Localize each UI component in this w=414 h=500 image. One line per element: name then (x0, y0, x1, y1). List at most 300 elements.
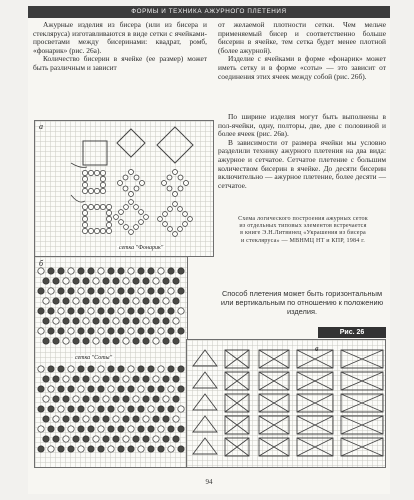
bead (148, 268, 154, 274)
bead (78, 328, 84, 334)
bead (43, 396, 49, 402)
bead (178, 268, 184, 274)
bead (178, 426, 184, 432)
bead (108, 328, 114, 334)
bead (153, 318, 159, 324)
thread-line (71, 195, 85, 202)
bead (103, 396, 109, 402)
bead (168, 366, 174, 372)
bead (188, 217, 193, 222)
bead (38, 426, 44, 432)
bead (73, 318, 79, 324)
bead (148, 328, 154, 334)
bead (123, 298, 129, 304)
bead (168, 406, 174, 412)
bead (168, 328, 174, 334)
bead (163, 396, 169, 402)
bead (108, 288, 114, 294)
bead (53, 278, 59, 284)
bead (103, 376, 109, 382)
bead (138, 366, 144, 372)
bead (178, 366, 184, 372)
bead (38, 446, 44, 452)
bead (106, 210, 111, 215)
bead (48, 268, 54, 274)
bead (68, 366, 74, 372)
bead (78, 406, 84, 412)
bead (73, 298, 79, 304)
bead (100, 170, 105, 175)
bead (63, 278, 69, 284)
bead (128, 426, 134, 432)
bead (153, 278, 159, 284)
bead (173, 376, 179, 382)
bead-cell-diagrams (35, 121, 213, 256)
bead (103, 318, 109, 324)
running-header: ФОРМЫ И ТЕХНИКА АЖУРНОГО ПЛЕТЕНИЯ (28, 6, 390, 18)
bead (163, 416, 169, 422)
bead (183, 212, 188, 217)
bead (168, 386, 174, 392)
bead (53, 318, 59, 324)
bead (83, 298, 89, 304)
bead (73, 396, 79, 402)
bead (138, 308, 144, 314)
bead (98, 386, 104, 392)
bead (158, 406, 164, 412)
bead (143, 396, 149, 402)
bead (98, 288, 104, 294)
x-cell (259, 372, 289, 390)
bead (38, 268, 44, 274)
triangle-cell (193, 394, 217, 410)
bead (82, 182, 87, 187)
bead (153, 298, 159, 304)
bead (93, 436, 99, 442)
bead (173, 170, 178, 175)
bead (93, 338, 99, 344)
bead (108, 426, 114, 432)
bead (163, 338, 169, 344)
bead (162, 181, 167, 186)
bead (53, 298, 59, 304)
bead (133, 318, 139, 324)
triangle-cell (193, 372, 217, 388)
bead (123, 376, 129, 382)
bead (118, 328, 124, 334)
bead (98, 406, 104, 412)
panel-letter-c: в (315, 344, 319, 353)
bead (48, 288, 54, 294)
bead (158, 328, 164, 334)
bead (53, 416, 59, 422)
figure-panel-c (186, 339, 386, 468)
bead (123, 338, 129, 344)
bead (88, 366, 94, 372)
bead (103, 416, 109, 422)
bead (143, 376, 149, 382)
paragraph: По ширине изделия могут быть выполнены в пол-ячейки, одну, полторы, две, две с половиной и более ячеек (рис. 26в). (218, 112, 386, 139)
bead (178, 227, 183, 232)
bead (178, 406, 184, 412)
bead (43, 318, 49, 324)
bead (43, 376, 49, 382)
bead (73, 416, 79, 422)
bead (43, 338, 49, 344)
bead (118, 366, 124, 372)
x-cell (225, 350, 249, 368)
bead (158, 446, 164, 452)
bead (173, 416, 179, 422)
bead (168, 446, 174, 452)
bead (148, 386, 154, 392)
bead (133, 396, 139, 402)
bead (118, 181, 123, 186)
bead (88, 204, 93, 209)
bead (153, 396, 159, 402)
bead (113, 416, 119, 422)
bead (94, 228, 99, 233)
bead (133, 298, 139, 304)
bead (153, 376, 159, 382)
bead (143, 278, 149, 284)
diamond-cell-outline (117, 129, 145, 157)
bead (168, 268, 174, 274)
x-cell (297, 394, 333, 412)
bead (123, 278, 129, 284)
bead (63, 376, 69, 382)
bead (73, 436, 79, 442)
bead (88, 288, 94, 294)
bead (88, 386, 94, 392)
panel-letter-b: б (39, 259, 44, 268)
bead (78, 308, 84, 314)
bead (73, 338, 79, 344)
x-cell (297, 416, 333, 434)
bead (128, 308, 134, 314)
bead (78, 386, 84, 392)
bead (138, 288, 144, 294)
bead (68, 268, 74, 274)
figure-panel-b (34, 256, 188, 468)
bead (68, 386, 74, 392)
page-number: 94 (205, 478, 213, 486)
bead (113, 436, 119, 442)
bead (168, 227, 173, 232)
left-text-column (33, 21, 207, 73)
bead (133, 338, 139, 344)
x-cell (225, 438, 249, 456)
bead (106, 222, 111, 227)
bead (118, 386, 124, 392)
bead (88, 426, 94, 432)
panel-letter-a: а (39, 122, 43, 131)
bead (82, 176, 87, 181)
bead (83, 376, 89, 382)
figure-panel-a (34, 120, 214, 257)
x-cell (259, 416, 289, 434)
bead (98, 308, 104, 314)
bead (48, 328, 54, 334)
bead (83, 396, 89, 402)
bead (106, 216, 111, 221)
bead (158, 217, 163, 222)
x-cell (259, 394, 289, 412)
side-note: Способ плетения может быть горизонтальным или вертикальным по отношению к положению изделия. (220, 289, 384, 316)
bead (113, 278, 119, 284)
x-cell (259, 438, 289, 456)
x-cell (341, 438, 383, 456)
bead (73, 376, 79, 382)
bead (148, 308, 154, 314)
bead (53, 396, 59, 402)
bead (88, 406, 94, 412)
bead (133, 278, 139, 284)
bead (38, 288, 44, 294)
bead (178, 328, 184, 334)
bead (128, 268, 134, 274)
x-cell (341, 416, 383, 434)
bead (93, 278, 99, 284)
bead (173, 298, 179, 304)
bead (119, 210, 124, 215)
bead (38, 386, 44, 392)
bead (158, 426, 164, 432)
bead (58, 288, 64, 294)
bead (148, 446, 154, 452)
bead (113, 396, 119, 402)
bead (167, 186, 172, 191)
bead (98, 328, 104, 334)
bead (48, 446, 54, 452)
caption-fonarik: сетка "Фонарик" (119, 245, 164, 251)
caption-soty: сетка "Соты" (75, 355, 113, 361)
bead (78, 366, 84, 372)
triangle-cell (193, 438, 217, 454)
x-cell (341, 350, 383, 368)
bead (63, 396, 69, 402)
bead (133, 436, 139, 442)
bead (134, 186, 139, 191)
bead (134, 175, 139, 180)
bead (48, 366, 54, 372)
bead (158, 308, 164, 314)
bead (143, 318, 149, 324)
bead (138, 446, 144, 452)
bead (138, 406, 144, 412)
bead (82, 188, 87, 193)
bead (168, 207, 173, 212)
bead (93, 318, 99, 324)
bead (63, 298, 69, 304)
bead (123, 175, 128, 180)
bead (58, 366, 64, 372)
bead (48, 308, 54, 314)
x-cell (225, 372, 249, 390)
bead (88, 188, 93, 193)
bead (139, 220, 144, 225)
x-cell (259, 350, 289, 368)
bead (106, 228, 111, 233)
bead (138, 386, 144, 392)
bead (98, 426, 104, 432)
bead (43, 416, 49, 422)
triangle-cell (193, 416, 217, 432)
bead (153, 436, 159, 442)
right-text-column-middle (218, 113, 386, 190)
bead (68, 406, 74, 412)
bead (100, 228, 105, 233)
bead (38, 406, 44, 412)
bead (118, 288, 124, 294)
bead (123, 396, 129, 402)
bead (58, 406, 64, 412)
bead (178, 288, 184, 294)
bead (43, 298, 49, 304)
bead (173, 436, 179, 442)
bead (178, 308, 184, 314)
bead (158, 386, 164, 392)
bead (158, 366, 164, 372)
bead (108, 406, 114, 412)
bead (83, 318, 89, 324)
bead (113, 376, 119, 382)
bead (118, 446, 124, 452)
bead (53, 376, 59, 382)
bead (123, 318, 129, 324)
bead (38, 366, 44, 372)
bead (38, 308, 44, 314)
bead (173, 232, 178, 237)
bead (173, 278, 179, 284)
bead (128, 328, 134, 334)
bead (173, 338, 179, 344)
bead (128, 288, 134, 294)
bead (163, 436, 169, 442)
bead (163, 376, 169, 382)
bead (140, 181, 145, 186)
bead (100, 188, 105, 193)
paragraph: В зависимости от размера ячейки мы условно разделили технику ажурного плетения на два вида: ажурное и сетчатое. Сетчатое плетение с большим количеством бисерин в ячейке. До десяти бисерин включительно — ажурное плетение, более десяти — сетчатое. (218, 137, 386, 190)
bead (148, 426, 154, 432)
bead (83, 416, 89, 422)
bead (93, 376, 99, 382)
bead (178, 207, 183, 212)
bead (124, 225, 129, 230)
bead (78, 268, 84, 274)
bead (123, 186, 128, 191)
bead (173, 318, 179, 324)
x-cell (341, 372, 383, 390)
bead (163, 318, 169, 324)
x-cell (297, 372, 333, 390)
bead (143, 436, 149, 442)
bead (83, 278, 89, 284)
bead (88, 268, 94, 274)
bead (113, 318, 119, 324)
bead (98, 366, 104, 372)
bead (100, 204, 105, 209)
bead (103, 436, 109, 442)
bead (82, 170, 87, 175)
bead (100, 176, 105, 181)
bead (173, 202, 178, 207)
bead (58, 446, 64, 452)
book-page (28, 6, 390, 494)
bead (78, 426, 84, 432)
bead (43, 436, 49, 442)
bead (82, 204, 87, 209)
paragraph: Ажурные изделия из бисера (или из бисера и стекляруса) изготавливаются в виде сетки с ячейками-просветами между бисеринами: квадрат, ромб, «фонарик» (рис. 26а). (33, 20, 207, 55)
bead (178, 386, 184, 392)
bead (82, 216, 87, 221)
bead (58, 386, 64, 392)
bead (133, 376, 139, 382)
bead (139, 210, 144, 215)
right-text-column-top (218, 21, 386, 81)
bead (103, 338, 109, 344)
bead (53, 436, 59, 442)
bead (63, 416, 69, 422)
bead (38, 328, 44, 334)
bead (108, 446, 114, 452)
x-cell (225, 416, 249, 434)
bead (58, 268, 64, 274)
bead (133, 416, 139, 422)
bead (83, 436, 89, 442)
bead (143, 416, 149, 422)
bead (173, 396, 179, 402)
bead (58, 308, 64, 314)
bead (88, 446, 94, 452)
bead (173, 192, 178, 197)
bead (129, 200, 134, 205)
bead (58, 426, 64, 432)
bead (94, 188, 99, 193)
bead (113, 338, 119, 344)
bead (103, 278, 109, 284)
bead (63, 338, 69, 344)
bead (83, 338, 89, 344)
bead (94, 204, 99, 209)
bead (93, 416, 99, 422)
bead (82, 228, 87, 233)
square-cell-outline (83, 141, 107, 165)
bead (68, 308, 74, 314)
bead (93, 396, 99, 402)
bead (148, 288, 154, 294)
bead (78, 446, 84, 452)
bead (178, 175, 183, 180)
bead (88, 328, 94, 334)
bead (167, 175, 172, 180)
bead (68, 328, 74, 334)
bead (163, 298, 169, 304)
bead (108, 386, 114, 392)
bead (138, 268, 144, 274)
bead (158, 288, 164, 294)
bead (138, 328, 144, 334)
bead (118, 268, 124, 274)
bead (118, 426, 124, 432)
bead (82, 210, 87, 215)
bead (48, 426, 54, 432)
bead (143, 298, 149, 304)
bead (63, 436, 69, 442)
bead (134, 225, 139, 230)
bead (108, 268, 114, 274)
bead (143, 338, 149, 344)
